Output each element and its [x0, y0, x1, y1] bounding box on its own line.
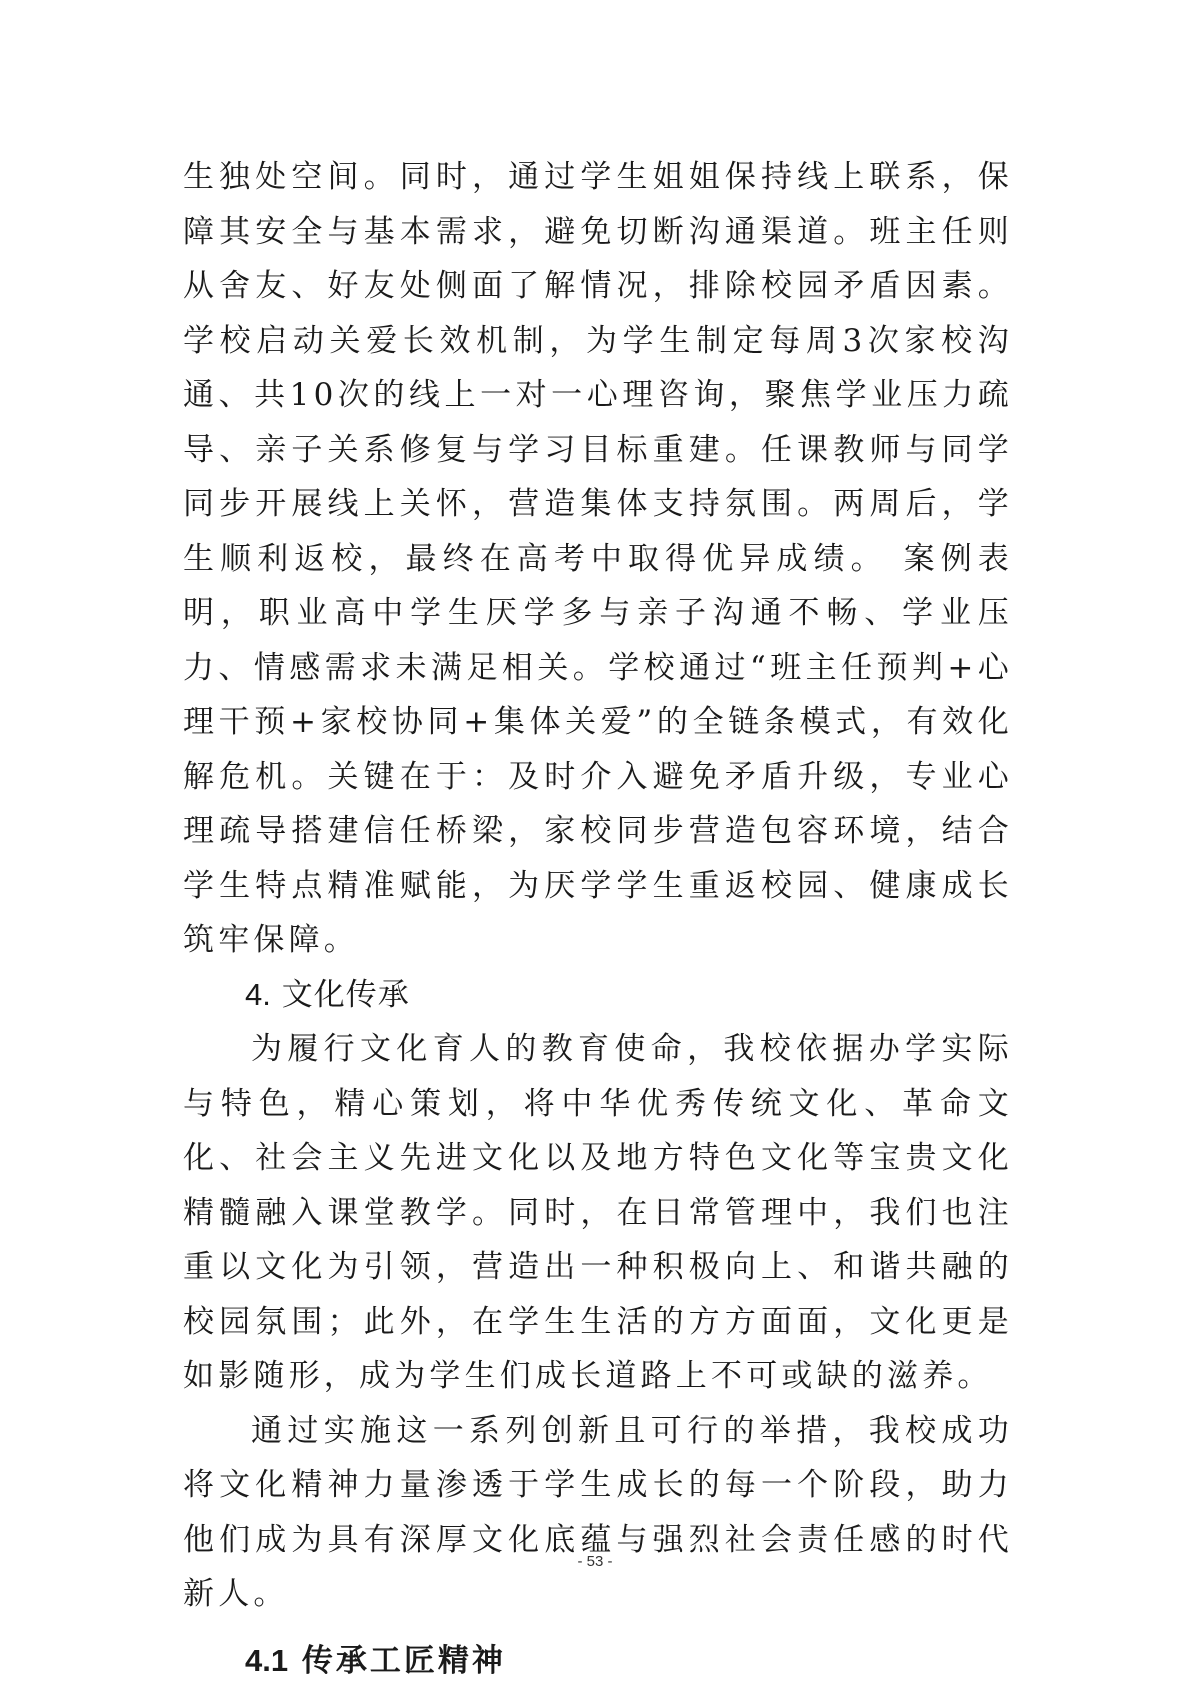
body-paragraph-case-study: 生独处空间。同时，通过学生姐姐保持线上联系，保障其安全与基本需求，避免切断沟通渠道。班主任则从舍友、好友处侧面了解情况，排除校园矛盾因素。学校启动关爱长效机制，为学生制定每周3次家校沟通、共10次的线上一对一心理咨询，聚焦学业压力疏导、亲子关系修复与学习目标重建。任课教师与同学同步开展线上关怀，营造集体支持氛围。两周后，学生顺利返校，最终在高考中取得优异成绩。 案例表明，职业高中学生厌学多与亲子沟通不畅、学业压力、情感需求未满足相关。学校通过“班主任预判+心理干预+家校协同+集体关爱”的全链条模式，有效化解危机。关键在于：及时介入避免矛盾升级，专业心理疏导搭建信任桥梁，家校同步营造包容环境，结合学生特点精准赋能，为厌学学生重返校园、健康成长筑牢保障。	[183, 150, 1013, 968]
subsection-number: 4.1	[245, 1643, 288, 1678]
subsection-title: 传承工匠精神	[302, 1643, 506, 1679]
page-number: - 53 -	[0, 1553, 1190, 1570]
section-number: 4.	[245, 977, 271, 1012]
subsection-heading-craftsmanship	[183, 1634, 1013, 1688]
page-content	[183, 150, 1013, 1688]
section-title: 文化传承	[282, 977, 410, 1013]
section-heading-cultural-heritage	[183, 968, 1013, 1023]
body-paragraph-culture-education: 为履行文化育人的教育使命，我校依据办学实际与特色，精心策划，将中华优秀传统文化、革命文化、社会主义先进文化以及地方特色文化等宝贵文化精髓融入课堂教学。同时，在日常管理中，我们也注重以文化为引领，营造出一种积极向上、和谐共融的校园氛围；此外，在学生生活的方方面面，文化更是如影随形，成为学生们成长道路上不可或缺的滋养。	[183, 1022, 1013, 1404]
body-paragraph-culture-outcome: 通过实施这一系列创新且可行的举措，我校成功将文化精神力量渗透于学生成长的每一个阶段，助力他们成为具有深厚文化底蕴与强烈社会责任感的时代新人。	[183, 1404, 1013, 1622]
